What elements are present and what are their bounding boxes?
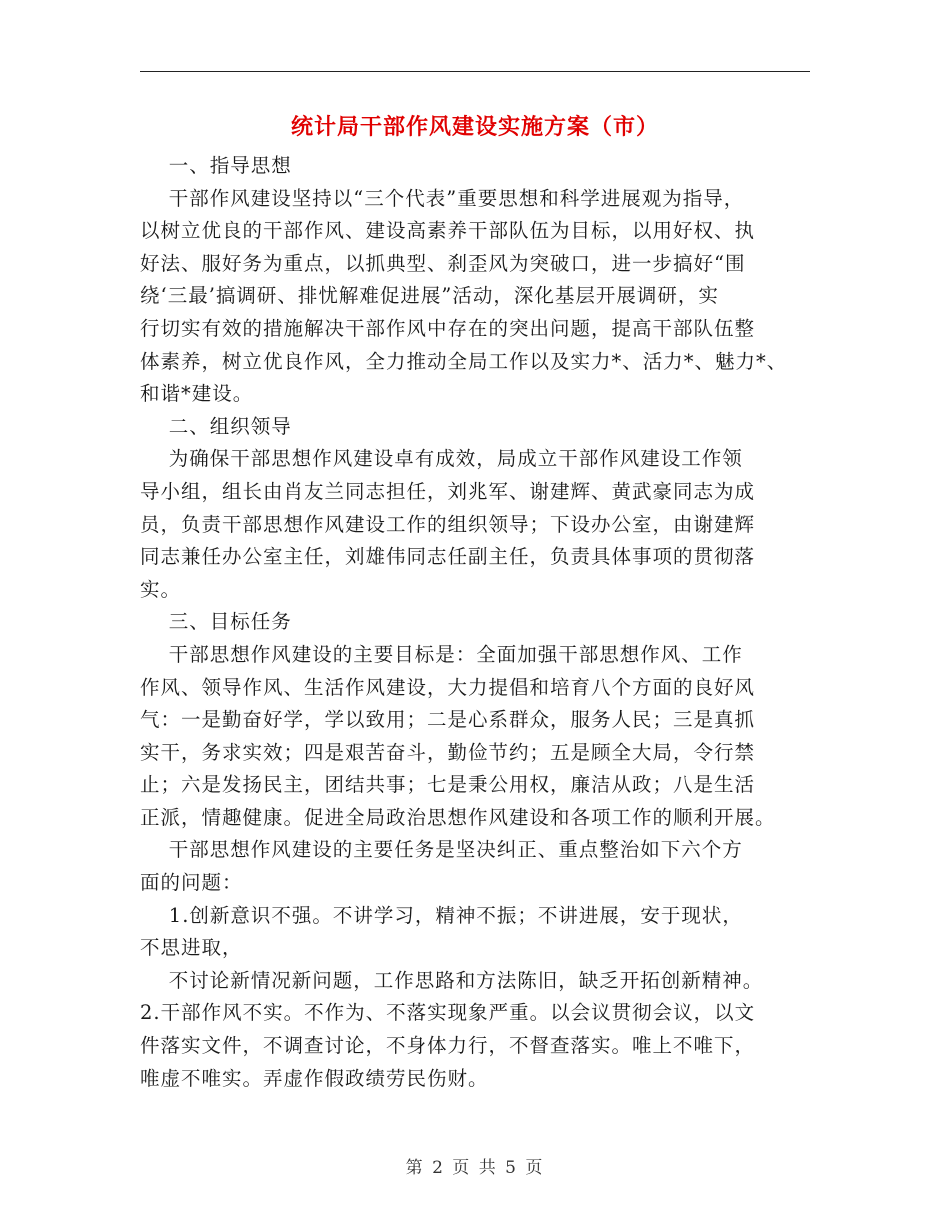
- text-line: 2.干部作风不实。不作为、不落实现象严重。以会议贯彻会议，以文: [140, 1001, 756, 1025]
- text-line: 行切实有效的措施解决干部作风中存在的突出问题，提高干部队伍整: [140, 316, 756, 340]
- text-line: 正派，情趣健康。促进全局政治思想作风建设和各项工作的顺利开展。: [140, 805, 776, 829]
- text-line: 气：一是勤奋好学，学以致用；二是心系群众，服务人民；三是真抓: [140, 708, 756, 732]
- text-line: 干部思想作风建设的主要目标是：全面加强干部思想作风、工作: [140, 642, 743, 666]
- text-line: 为确保干部思想作风建设卓有成效，局成立干部作风建设工作领: [140, 447, 743, 471]
- text-line: 实。: [140, 577, 182, 601]
- header-rule: [140, 71, 810, 72]
- text-line: 不讨论新情况新问题，工作思路和方法陈旧，缺乏开拓创新精神。: [140, 968, 764, 992]
- text-line: 干部思想作风建设的主要任务是坚决纠正、重点整治如下六个方: [140, 838, 743, 862]
- text-line: 绕‘三最’搞调研、排忧解难促进展”活动，深化基层开展调研，实: [140, 284, 719, 308]
- document-body: [140, 150, 810, 1095]
- text-line: 作风、领导作风、生活作风建设，大力提倡和培育八个方面的良好风: [140, 675, 756, 699]
- document-title: 统计局干部作风建设实施方案（市）: [290, 114, 659, 140]
- text-line: 唯虚不唯实。弄虚作假政绩劳民伤财。: [140, 1066, 489, 1090]
- text-line: 面的问题：: [140, 871, 243, 895]
- text-line: 员，负责干部思想作风建设工作的组织领导；下设办公室，由谢建辉: [140, 512, 756, 536]
- text-line: 体素养，树立优良作风，全力推动全局工作以及实力*、活力*、魅力*、: [140, 349, 788, 373]
- text-line: 实干，务求实效；四是艰苦奋斗，勤俭节约；五是顾全大局，令行禁: [140, 740, 756, 764]
- text-line: 止；六是发扬民主，团结共事；七是秉公用权，廉洁从政；八是生活: [140, 773, 756, 797]
- text-line: 不思进取，: [140, 936, 243, 960]
- text-line: 和谐*建设。: [140, 382, 254, 406]
- text-line: 导小组，组长由肖友兰同志担任，刘兆军、谢建辉、黄武豪同志为成: [140, 479, 756, 503]
- text-line: 三、目标任务: [140, 610, 292, 634]
- text-line: 1.创新意识不强。不讲学习，精神不振；不讲进展，安于现状，: [140, 903, 743, 927]
- text-line: 二、组织领导: [140, 414, 292, 438]
- text-line: 干部作风建设坚持以“三个代表”重要思想和科学进展观为指导，: [140, 186, 745, 210]
- text-line: 一、指导思想: [140, 154, 292, 177]
- page-footer: 第 2 页 共 5 页: [405, 1158, 545, 1178]
- text-line: 好法、服好务为重点，以抓典型、刹歪风为突破口，进一步搞好“围: [140, 251, 746, 275]
- text-line: 以树立优良的干部作风、建设高素养干部队伍为目标，以用好权、执: [140, 219, 756, 243]
- text-line: 同志兼任办公室主任，刘雄伟同志任副主任，负责具体事项的贯彻落: [140, 545, 756, 569]
- text-line: 件落实文件，不调查讨论，不身体力行，不督查落实。唯上不唯下，: [140, 1034, 756, 1058]
